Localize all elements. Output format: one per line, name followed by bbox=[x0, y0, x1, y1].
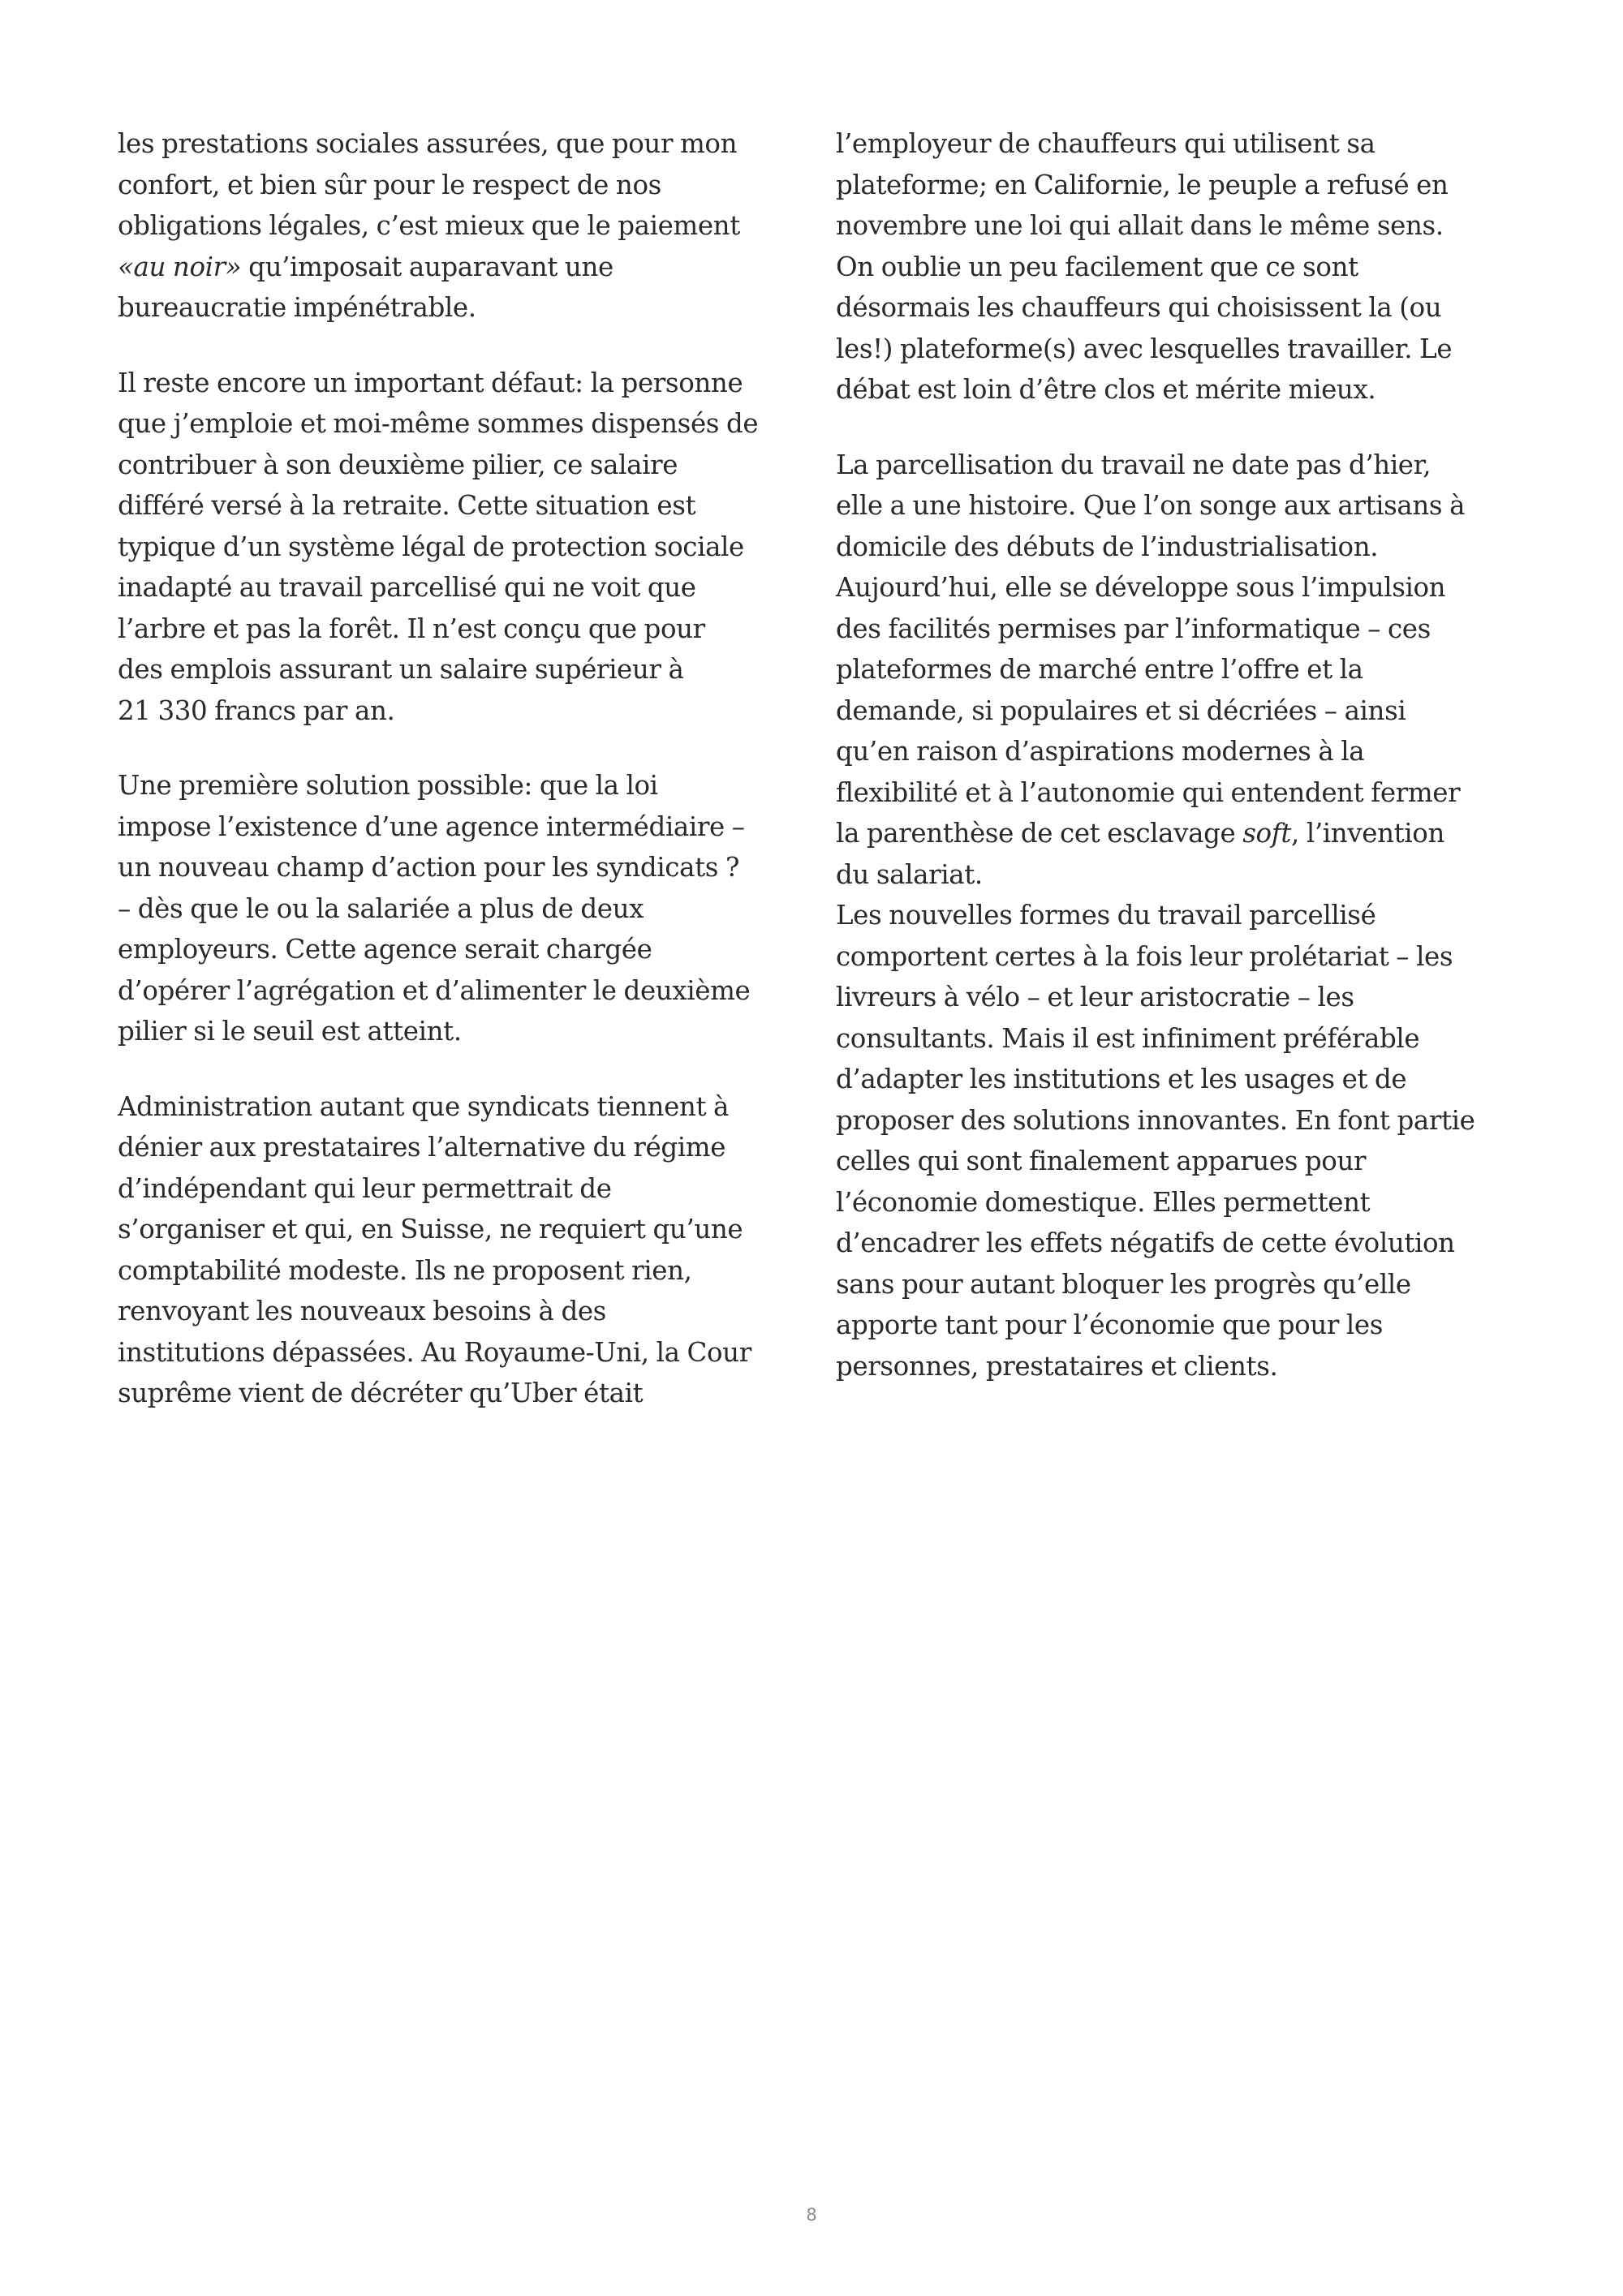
text-line: suprême vient de décréter qu’Uber était bbox=[118, 1378, 644, 1408]
text-line: impose l’existence d’une agence intermédiaire – bbox=[118, 810, 745, 842]
text-line: livreurs à vélo – et leur aristocratie – les bbox=[836, 982, 1354, 1013]
text-line: novembre une loi qui allait dans le même sens. bbox=[836, 210, 1444, 241]
right-column bbox=[836, 123, 1522, 1387]
text-line: des emplois assurant un salaire supérieur à bbox=[118, 654, 684, 685]
text-line: s’organiser et qui, en Suisse, ne requiert qu’une bbox=[118, 1214, 743, 1245]
text-line: les prestations sociales assurées, que pour mon bbox=[118, 128, 738, 159]
text-run: qu’imposait auparavant une bbox=[241, 251, 613, 282]
text-line: Administration autant que syndicats tiennent à bbox=[118, 1090, 730, 1122]
text-line: un nouveau champ d’action pour les syndicats ? bbox=[118, 852, 739, 883]
text-line: Aujourd’hui, elle se développe sous l’impulsion bbox=[836, 572, 1446, 603]
paragraph-administration-unions bbox=[118, 1086, 803, 1414]
text-line: renvoyant les nouveaux besoins à des bbox=[118, 1296, 606, 1326]
text-line: proposer des solutions innovantes. En font partie bbox=[836, 1104, 1475, 1136]
text-line: qu’en raison d’aspirations modernes à la bbox=[836, 736, 1365, 767]
text-run: la parenthèse de cet esclavage bbox=[836, 818, 1243, 849]
text-line: comportent certes à la fois leur prolétariat – les bbox=[836, 940, 1453, 972]
text-line: du salariat. bbox=[836, 858, 983, 890]
text-line: que j’emploie et moi-même sommes dispensés de bbox=[118, 408, 759, 439]
text-line: sans pour autant bloquer les progrès qu’elle bbox=[836, 1268, 1411, 1300]
text-line bbox=[836, 813, 1522, 854]
text-line: plateforme; en Californie, le peuple a refusé en bbox=[836, 169, 1449, 200]
text-line: demande, si populaires et si décriées – ainsi bbox=[836, 694, 1406, 726]
text-line: obligations légales, c’est mieux que le paiement bbox=[118, 210, 740, 241]
text-line: désormais les chauffeurs qui choisissent la (ou bbox=[836, 292, 1442, 323]
text-line: La parcellisation du travail ne date pas d’hier, bbox=[836, 449, 1431, 480]
text-line bbox=[118, 247, 803, 288]
text-line: d’encadrer les effets négatifs de cette évolution bbox=[836, 1228, 1455, 1258]
paragraph-uber-continuation bbox=[836, 123, 1522, 411]
text-line: d’adapter les institutions et les usages et de bbox=[836, 1064, 1407, 1094]
emphasis-soft: soft bbox=[1242, 818, 1291, 849]
text-line: des facilités permises par l’informatique – ces bbox=[836, 613, 1431, 644]
paragraph-new-forms bbox=[836, 895, 1522, 1387]
text-line: – dès que le ou la salariée a plus de deux bbox=[118, 892, 644, 924]
text-line: apporte tant pour l’économie que pour les bbox=[836, 1309, 1384, 1340]
text-line: Une première solution possible: que la loi bbox=[118, 770, 658, 801]
text-line: 21 330 francs par an. bbox=[118, 694, 395, 726]
text-line: l’arbre et pas la forêt. Il n’est conçu que pour bbox=[118, 613, 705, 644]
paragraph-social-benefits bbox=[118, 123, 803, 329]
paragraph-second-pillar bbox=[118, 363, 803, 732]
emphasis-au-noir: «au noir» bbox=[118, 251, 242, 282]
paragraph-first-solution bbox=[118, 765, 803, 1052]
text-line: institutions dépassées. Au Royaume-Uni, la Cour bbox=[118, 1336, 751, 1368]
text-line: On oublie un peu facilement que ce sont bbox=[836, 251, 1358, 282]
left-column bbox=[118, 123, 803, 1414]
text-line: bureaucratie impénétrable. bbox=[118, 292, 476, 323]
text-line: d’indépendant qui leur permettrait de bbox=[118, 1172, 612, 1204]
text-line: inadapté au travail parcellisé qui ne voit que bbox=[118, 572, 696, 603]
text-line: Il reste encore un important défaut: la personne bbox=[118, 367, 743, 398]
text-line: dénier aux prestataires l’alternative du régime bbox=[118, 1132, 726, 1163]
text-line: l’employeur de chauffeurs qui utilisent sa bbox=[836, 128, 1375, 159]
text-line: celles qui sont finalement apparues pour bbox=[836, 1146, 1367, 1176]
text-line: plateformes de marché entre l’offre et la bbox=[836, 654, 1363, 685]
text-run: , l’invention bbox=[1290, 818, 1444, 849]
text-line: typique d’un système légal de protection sociale bbox=[118, 531, 744, 562]
paragraph-parcellisation-history bbox=[836, 445, 1522, 896]
text-line: confort, et bien sûr pour le respect de nos bbox=[118, 169, 661, 200]
text-line: l’économie domestique. Elles permettent bbox=[836, 1186, 1371, 1218]
text-line: domicile des débuts de l’industrialisation. bbox=[836, 531, 1379, 562]
text-line: comptabilité modeste. Ils ne proposent rien, bbox=[118, 1254, 692, 1286]
text-line: différé versé à la retraite. Cette situation est bbox=[118, 490, 696, 521]
text-line: d’opérer l’agrégation et d’alimenter le deuxième bbox=[118, 974, 751, 1006]
text-line: elle a une histoire. Que l’on songe aux artisans à bbox=[836, 490, 1466, 521]
text-line: pilier si le seuil est atteint. bbox=[118, 1016, 462, 1047]
text-line: employeurs. Cette agence serait chargée bbox=[118, 934, 652, 965]
text-line: Les nouvelles formes du travail parcellisé bbox=[836, 900, 1376, 931]
text-line: consultants. Mais il est infiniment préférable bbox=[836, 1022, 1420, 1054]
text-line: les!) plateforme(s) avec lesquelles travailler. Le bbox=[836, 333, 1453, 364]
text-line: flexibilité et à l’autonomie qui entendent fermer bbox=[836, 776, 1461, 808]
text-line: personnes, prestataires et clients. bbox=[836, 1350, 1278, 1382]
text-line: contribuer à son deuxième pilier, ce salaire bbox=[118, 449, 678, 480]
text-line: débat est loin d’être clos et mérite mieux. bbox=[836, 374, 1376, 405]
page-number: 8 bbox=[806, 2205, 817, 2225]
